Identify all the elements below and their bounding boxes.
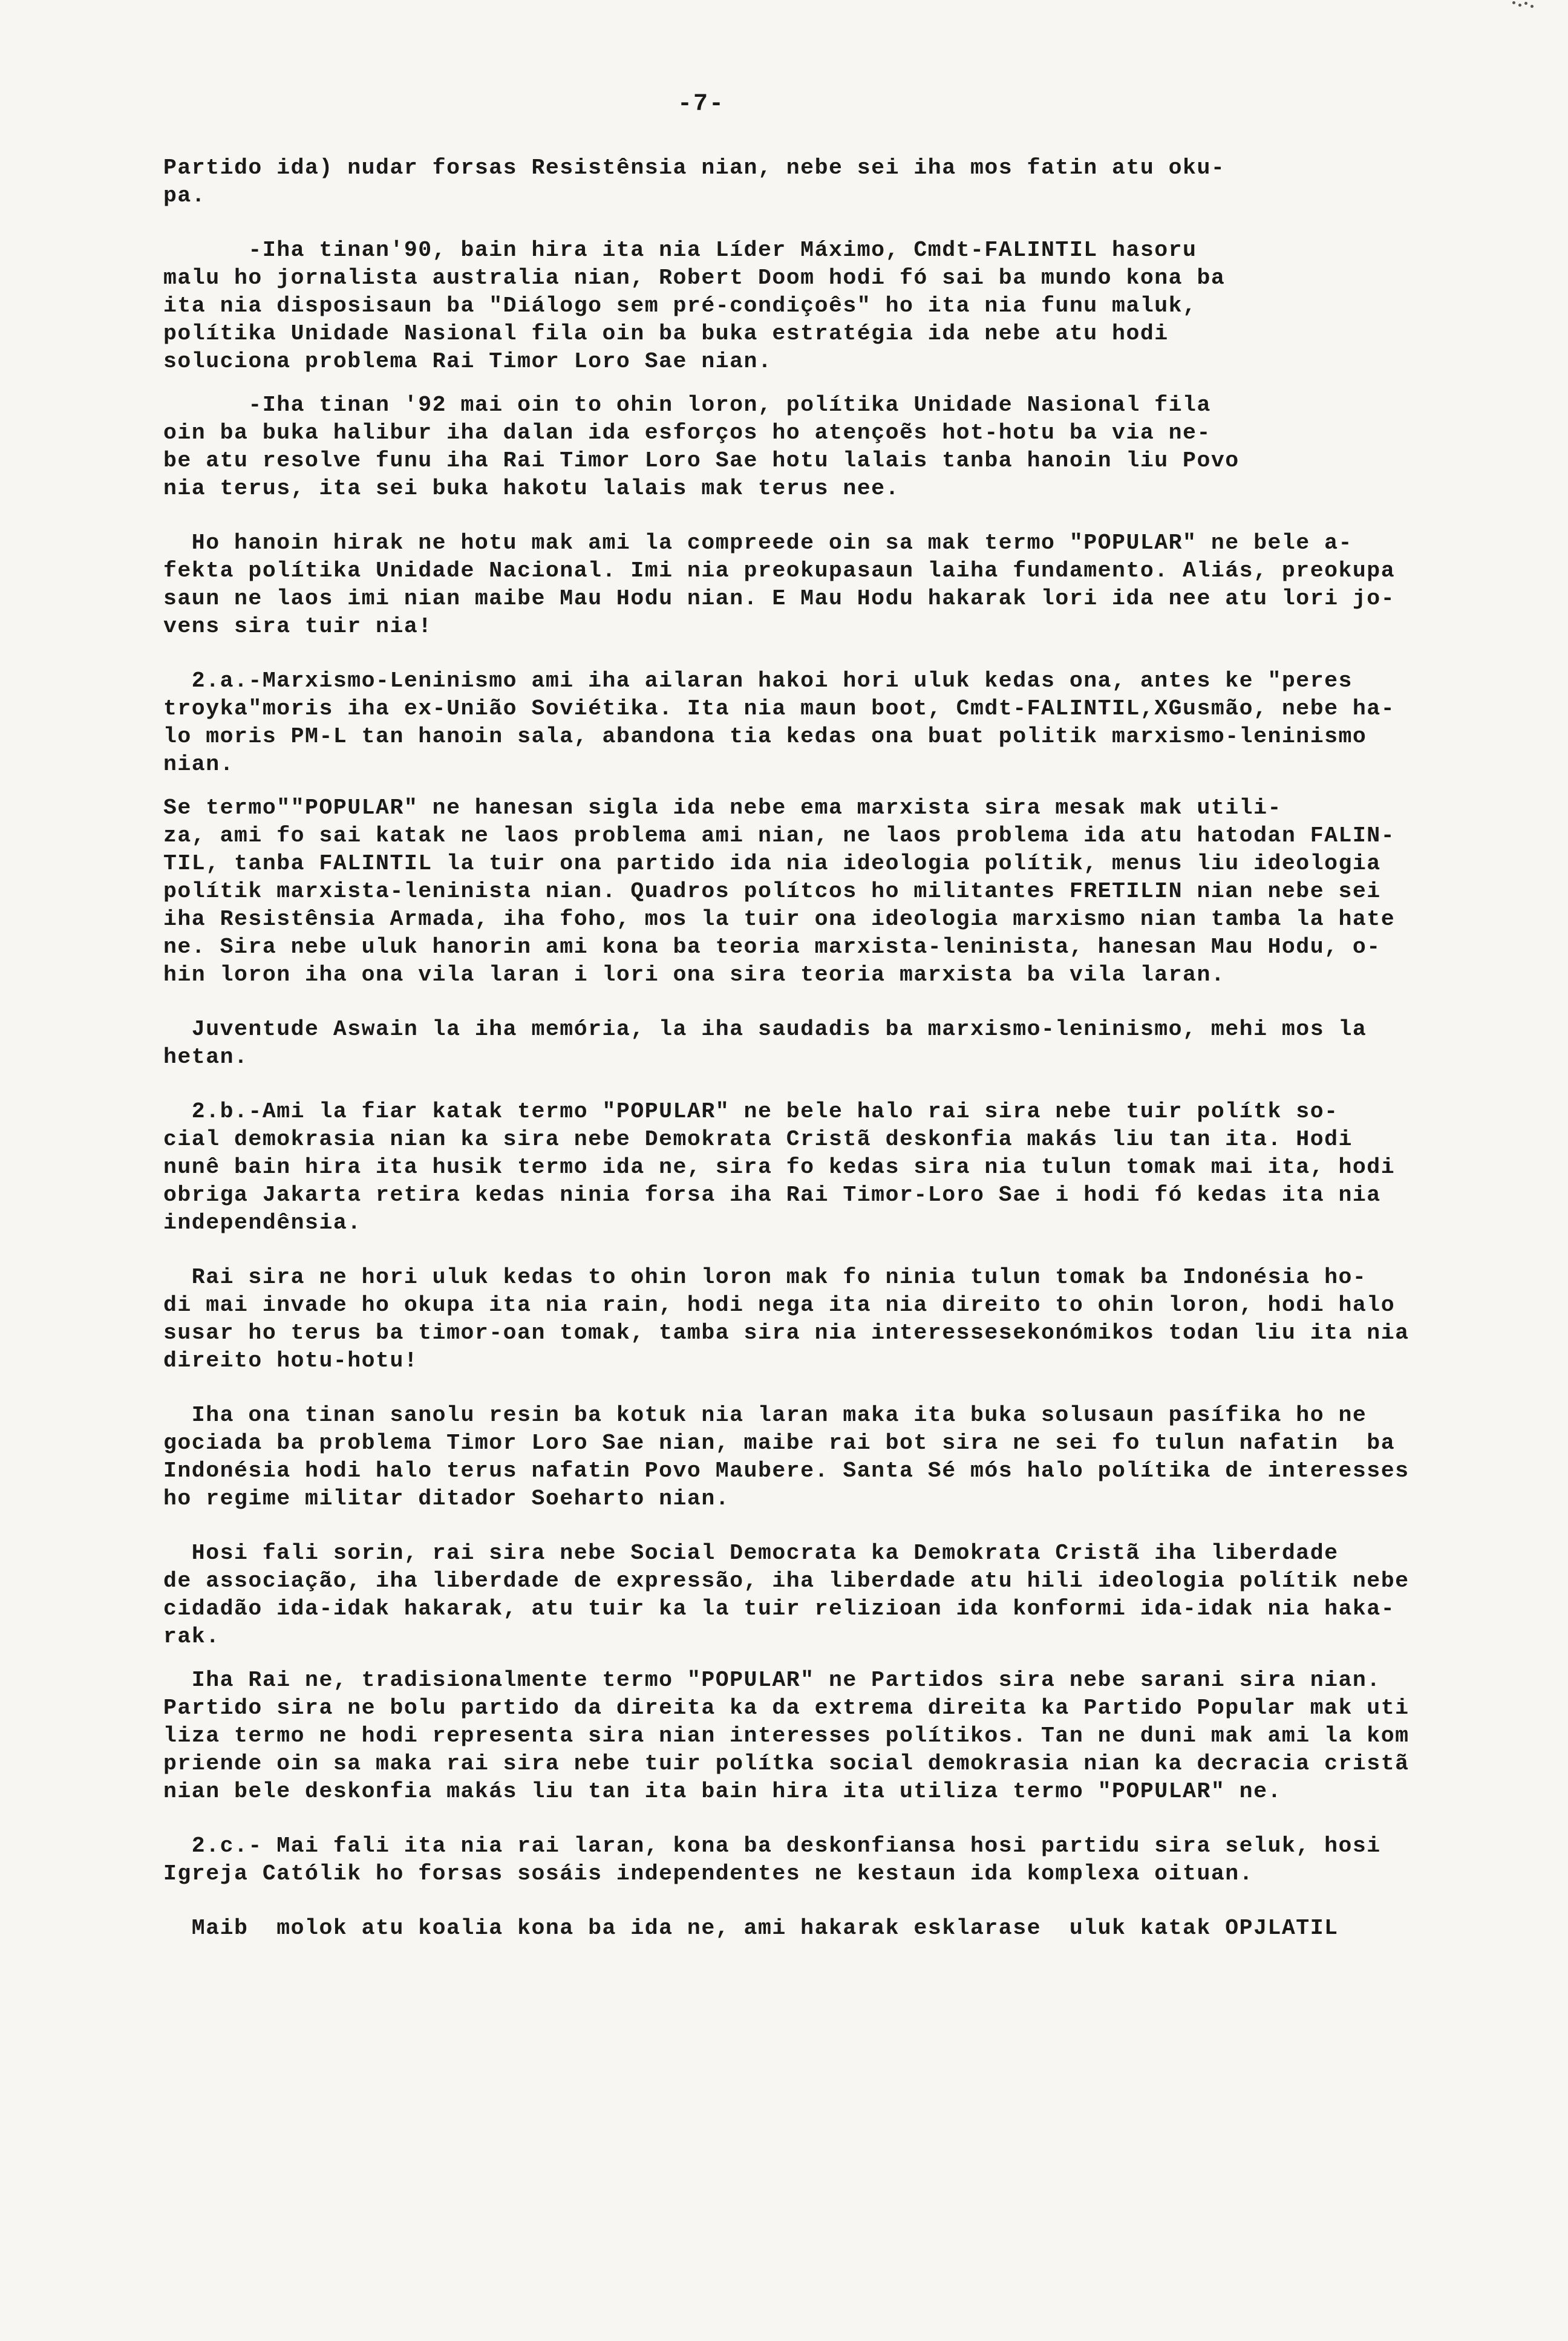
paragraph-gap xyxy=(163,503,1428,529)
paragraph-gap xyxy=(163,779,1428,794)
paragraph-gap xyxy=(163,989,1428,1016)
text-line: hetan. xyxy=(163,1045,249,1069)
paragraph xyxy=(163,1539,1428,1651)
paragraph xyxy=(163,667,1428,779)
paragraph-gap xyxy=(163,1513,1428,1539)
text-line: direito hotu-hotu! xyxy=(163,1348,419,1373)
paragraph-gap xyxy=(163,1888,1428,1915)
text-line: polítik marxista-leninista nian. Quadros polítcos ho militantes FRETILIN nian nebe sei xyxy=(163,879,1381,904)
paragraph-gap xyxy=(163,210,1428,237)
text-line: vens sira tuir nia! xyxy=(163,614,433,639)
paragraph xyxy=(163,237,1428,376)
paragraph xyxy=(163,154,1428,210)
paragraph-gap xyxy=(163,641,1428,667)
text-line: Indonésia hodi halo terus nafatin Povo Maubere. Santa Sé mós halo polítika de interesses xyxy=(163,1458,1410,1483)
text-line: obriga Jakarta retira kedas ninia forsa iha Rai Timor-Loro Sae i hodi fó kedas ita nia xyxy=(163,1183,1381,1207)
text-line: Ho hanoin hirak ne hotu mak ami la compreede oin sa mak termo "POPULAR" ne bele a- xyxy=(163,531,1353,555)
text-line: Partido ida) nudar forsas Resistênsia nian, nebe sei iha mos fatin atu oku- xyxy=(163,155,1226,180)
paragraph xyxy=(163,1402,1428,1513)
paragraph xyxy=(163,1667,1428,1806)
text-line: Se termo""POPULAR" ne hanesan sigla ida nebe ema marxista sira mesak mak utili- xyxy=(163,795,1282,820)
paragraph xyxy=(163,1264,1428,1375)
paragraph xyxy=(163,1832,1428,1888)
text-line: ita nia disposisaun ba "Diálogo sem pré-condiçoês" ho ita nia funu maluk, xyxy=(163,293,1197,318)
paragraph xyxy=(163,1098,1428,1237)
paragraph-gap xyxy=(163,1071,1428,1098)
text-line: ho regime militar ditador Soeharto nian. xyxy=(163,1486,730,1511)
text-line: Partido sira ne bolu partido da direita ka da extrema direita ka Partido Popular mak uti xyxy=(163,1696,1410,1720)
text-line: iha Resistênsia Armada, iha foho, mos la tuir ona ideologia marxismo nian tamba la hate xyxy=(163,907,1396,932)
text-line: za, ami fo sai katak ne laos problema ami nian, ne laos problema ida atu hatodan FALIN- xyxy=(163,823,1396,848)
text-line: TIL, tanba FALINTIL la tuir ona partido ida nia ideologia polítik, menus liu ideologia xyxy=(163,851,1381,876)
text-line: nian bele deskonfia makás liu tan ita bain hira ita utiliza termo "POPULAR" ne. xyxy=(163,1779,1282,1804)
text-line: independênsia. xyxy=(163,1210,362,1235)
text-line: 2.c.- Mai fali ita nia rai laran, kona ba deskonfiansa hosi partidu sira seluk, hosi xyxy=(163,1833,1381,1858)
text-line: nunê bain hira ita husik termo ida ne, sira fo kedas sira nia tulun tomak mai ita, hodi xyxy=(163,1155,1396,1180)
paragraph xyxy=(163,391,1428,503)
paragraph xyxy=(163,1915,1428,1942)
text-line: saun ne laos imi nian maibe Mau Hodu nian. E Mau Hodu hakarak lori ida nee atu lori jo- xyxy=(163,586,1396,611)
text-line: 2.a.-Marxismo-Leninismo ami iha ailaran hakoi hori uluk kedas ona, antes ke "peres xyxy=(163,668,1353,693)
text-line: Maib molok atu koalia kona ba ida ne, ami hakarak esklarase uluk katak OPJLATIL xyxy=(163,1916,1339,1941)
text-line: soluciona problema Rai Timor Loro Sae nian. xyxy=(163,349,773,374)
text-line: ne. Sira nebe uluk hanorin ami kona ba teoria marxista-leninista, hanesan Mau Hodu, o- xyxy=(163,935,1381,959)
text-line: Iha Rai ne, tradisionalmente termo "POPULAR" ne Partidos sira nebe sarani sira nian. xyxy=(163,1668,1381,1693)
text-line: gociada ba problema Timor Loro Sae nian, maibe rai bot sira ne sei fo tulun nafatin ba xyxy=(163,1431,1396,1455)
text-line: Hosi fali sorin, rai sira nebe Social Democrata ka Demokrata Cristã iha liberdade xyxy=(163,1541,1339,1566)
paragraph xyxy=(163,794,1428,989)
paragraph-gap xyxy=(163,1375,1428,1402)
scan-speck xyxy=(1512,0,1549,12)
paragraph-gap xyxy=(163,376,1428,391)
paragraph xyxy=(163,1016,1428,1071)
paragraph-gap xyxy=(163,1237,1428,1264)
text-line: Iha ona tinan sanolu resin ba kotuk nia laran maka ita buka solusaun pasífika ho ne xyxy=(163,1403,1367,1428)
text-line: lo moris PM-L tan hanoin sala, abandona tia kedas ona buat politik marxismo-leninismo xyxy=(163,724,1367,749)
text-line: hin loron iha ona vila laran i lori ona sira teoria marxista ba vila laran. xyxy=(163,962,1226,987)
text-line: Rai sira ne hori uluk kedas to ohin loron mak fo ninia tulun tomak ba Indonésia ho- xyxy=(163,1265,1367,1290)
text-line: fekta polítika Unidade Nacional. Imi nia preokupasaun laiha fundamento. Aliás, preokupa xyxy=(163,558,1396,583)
text-line: -Iha tinan '92 mai oin to ohin loron, polítika Unidade Nasional fila xyxy=(163,393,1211,417)
text-line: di mai invade ho okupa ita nia rain, hodi nega ita nia direito to ohin loron, hodi halo xyxy=(163,1293,1396,1317)
text-line: troyka"moris iha ex-União Soviétika. Ita nia maun boot, Cmdt-FALINTIL,XGusmão, nebe ha- xyxy=(163,696,1396,721)
text-line: pa. xyxy=(163,183,206,208)
paragraph-gap xyxy=(163,1806,1428,1832)
text-line: liza termo ne hodi representa sira nian interesses polítikos. Tan ne duni mak ami la kom xyxy=(163,1723,1410,1748)
text-line: Igreja Católik ho forsas sosáis independentes ne kestaun ida komplexa oituan. xyxy=(163,1861,1254,1886)
paragraph-gap xyxy=(163,1651,1428,1667)
text-line: -Iha tinan'90, bain hira ita nia Líder Máximo, Cmdt-FALINTIL hasoru xyxy=(163,238,1197,263)
text-line: priende oin sa maka rai sira nebe tuir polítka social demokrasia nian ka decracia cristã xyxy=(163,1751,1410,1776)
text-line: polítika Unidade Nasional fila oin ba buka estratégia ida nebe atu hodi xyxy=(163,321,1169,346)
text-line: de associação, iha liberdade de expressão, iha liberdade atu hili ideologia polítik nebe xyxy=(163,1569,1410,1593)
text-line: be atu resolve funu iha Rai Timor Loro Sae hotu lalais tanba hanoin liu Povo xyxy=(163,448,1240,473)
text-line: susar ho terus ba timor-oan tomak, tamba sira nia interessesekonómikos todan liu ita nia xyxy=(163,1321,1410,1345)
text-line: cidadão ida-idak hakarak, atu tuir ka la tuir relizioan ida konformi ida-idak nia haka- xyxy=(163,1596,1396,1621)
paragraph xyxy=(163,529,1428,641)
text-line: oin ba buka halibur iha dalan ida esforços ho atençoẽs hot-hotu ba via ne- xyxy=(163,420,1211,445)
text-line: cial demokrasia nian ka sira nebe Demokrata Cristã deskonfia makás liu tan ita. Hodi xyxy=(163,1127,1353,1152)
text-line: malu ho jornalista australia nian, Robert Doom hodi fó sai ba mundo kona ba xyxy=(163,266,1226,290)
text-line: 2.b.-Ami la fiar katak termo "POPULAR" ne bele halo rai sira nebe tuir polítk so- xyxy=(163,1099,1339,1124)
document-body xyxy=(163,154,1428,1942)
text-line: rak. xyxy=(163,1624,220,1649)
text-line: nian. xyxy=(163,752,235,777)
text-line: Juventude Aswain la iha memória, la iha saudadis ba marxismo-leninismo, mehi mos la xyxy=(163,1017,1367,1042)
page-number: -7- xyxy=(678,91,725,118)
text-line: nia terus, ita sei buka hakotu lalais mak terus nee. xyxy=(163,476,900,501)
